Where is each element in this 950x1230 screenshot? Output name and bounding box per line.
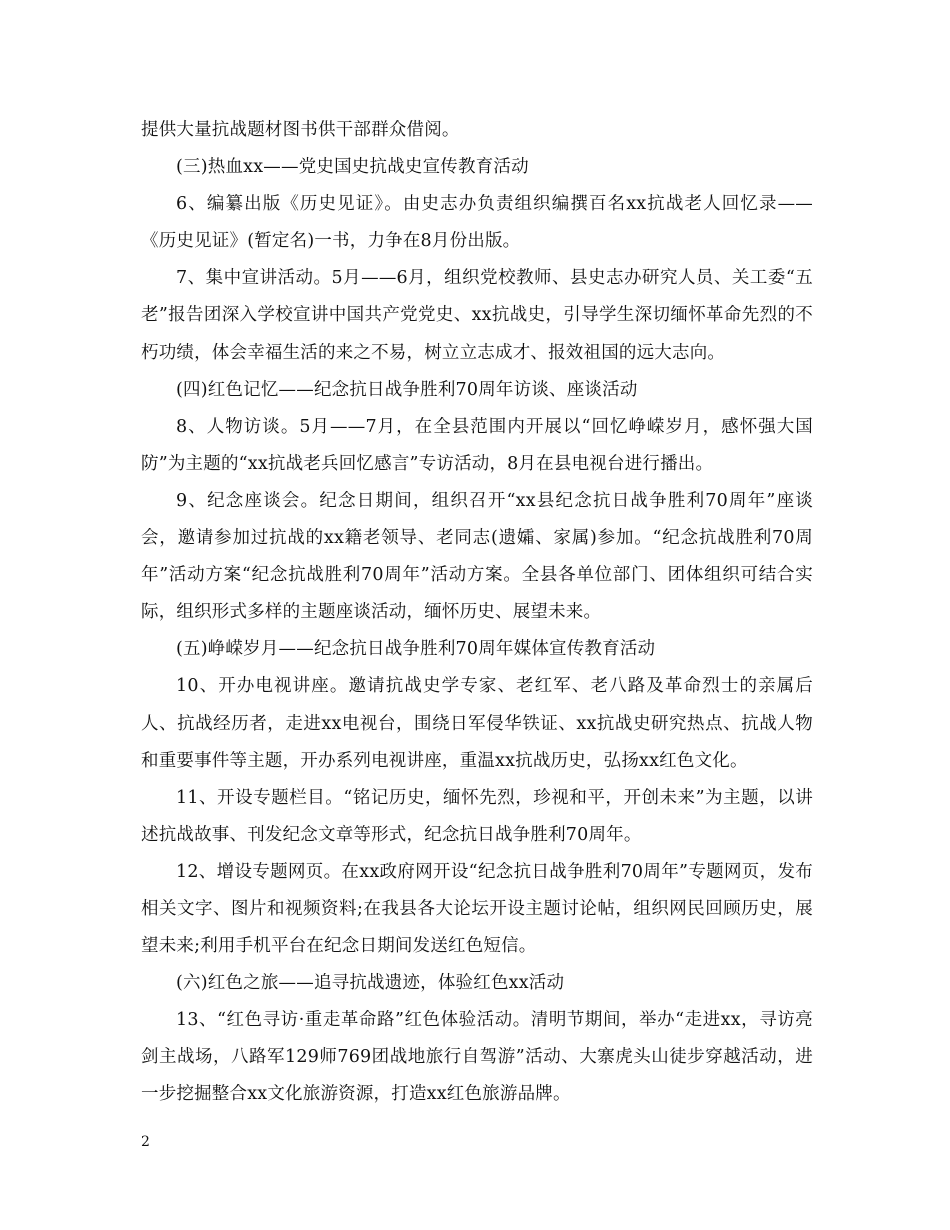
paragraph-item-12: 12、增设专题网页。在xx政府网开设“纪念抗日战争胜利70周年”专题网页，发布相关文字、图片和视频资料;在我县各大论坛开设主题讨论帖，组织网民回顾历史，展望未来;利用手机平台在纪念日期间发送红色短信。 bbox=[141, 861, 813, 957]
section-heading-4: (四)红色记忆——纪念抗日战争胜利70周年访谈、座谈活动 bbox=[176, 379, 638, 400]
paragraph-item-6: 6、编纂出版《历史见证》。由史志办负责组织编撰百名xx抗战老人回忆录——《历史见证》(暂定名)一书，力争在8月份出版。 bbox=[141, 194, 813, 252]
section-heading-6: (六)红色之旅——追寻抗战遗迹，体验红色xx活动 bbox=[176, 973, 565, 994]
paragraph-continuation: 提供大量抗战题材图书供干部群众借阅。 bbox=[141, 120, 460, 140]
page-number: 2 bbox=[141, 1134, 150, 1150]
paragraph-item-13: 13、“红色寻访·重走革命路”红色体验活动。清明节期间，举办“走进xx，寻访亮剑主战场，八路军129师769团战地旅行自驾游”活动、大寨虎头山徒步穿越活动，进一步挖掘整合xx文化旅游资源，打造xx红色旅游品牌。 bbox=[141, 1010, 813, 1105]
paragraph-item-10: 10、开办电视讲座。邀请抗战史学专家、老红军、老八路及革命烈士的亲属后人、抗战经历者，走进xx电视台，围绕日军侵华铁证、xx抗战史研究热点、抗战人物和重要事件等主题，开办系列电视讲座，重温xx抗战历史，弘扬xx红色文化。 bbox=[141, 676, 813, 771]
paragraph-item-11: 11、开设专题栏目。“铭记历史，缅怀先烈，珍视和平，开创未来”为主题，以讲述抗战故事、刊发纪念文章等形式，纪念抗日战争胜利70周年。 bbox=[141, 787, 813, 845]
paragraph-item-8: 8、人物访谈。5月——7月，在全县范围内开展以“回忆峥嵘岁月，感怀强大国防”为主题的“xx抗战老兵回忆感言”专访活动，8月在县电视台进行播出。 bbox=[141, 416, 813, 474]
document-body bbox=[141, 112, 813, 1114]
paragraph-item-9: 9、纪念座谈会。纪念日期间，组织召开“xx县纪念抗日战争胜利70周年”座谈会，邀请参加过抗战的xx籍老领导、老同志(遗孀、家属)参加。“纪念抗战胜利70周年”活动方案“纪念抗战胜利70周年”活动方案。全县各单位部门、团体组织可结合实际，组织形式多样的主题座谈活动，缅怀历史、展望未来。 bbox=[141, 490, 813, 623]
paragraph-item-7: 7、集中宣讲活动。5月——6月，组织党校教师、县史志办研究人员、关工委“五老”报告团深入学校宣讲中国共产党党史、xx抗战史，引导学生深切缅怀革命先烈的不朽功绩，体会幸福生活的来之不易，树立立志成才、报效祖国的远大志向。 bbox=[141, 268, 813, 363]
section-heading-3: (三)热血xx——党史国史抗战史宣传教育活动 bbox=[176, 157, 529, 178]
section-heading-5: (五)峥嵘岁月——纪念抗日战争胜利70周年媒体宣传教育活动 bbox=[176, 639, 656, 660]
